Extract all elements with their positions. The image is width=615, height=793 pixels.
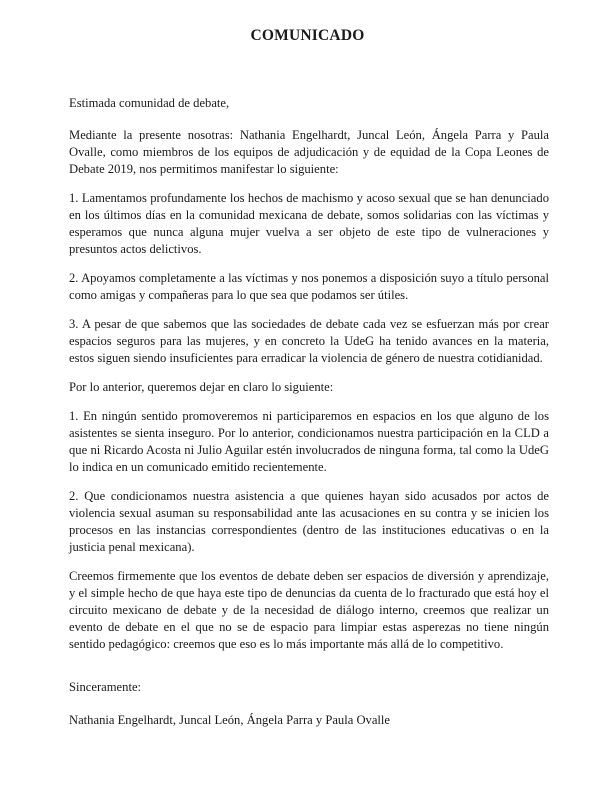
conclusion-paragraph: Creemos firmemente que los eventos de debate deben ser espacios de diversión y aprendizaje, y el simple hecho de que haya este tipo de denuncias da cuenta de lo fracturado que está hoy el circuito mexicano de debate y de la necesidad de diálogo interno, creemos que realizar un evento de debate en el que no se de espacio para limpiar estas asperezas no tiene ningún sentido pedagógico: creemos que eso es lo más importante más allá de lo competitivo. bbox=[69, 569, 549, 651]
signoff: Sinceramente: bbox=[69, 680, 142, 694]
point-1-paragraph: 1. Lamentamos profundamente los hechos de machismo y acoso sexual que se han denunciado en los últimos días en la comunidad mexicana de debate, somos solidarias con las víctimas y esperamos que nunca alguna mujer vuelva a ser objeto de este tipo de vulneraciones y presuntos actos delictivos. bbox=[69, 191, 549, 256]
document-title: COMUNICADO bbox=[250, 27, 365, 44]
signatories: Nathania Engelhardt, Juncal León, Ángela Parra y Paula Ovalle bbox=[69, 713, 391, 727]
point-2-paragraph: 2. Apoyamos completamente a las víctimas y nos ponemos a disposición suyo a título personal como amigas y compañeras para lo que sea que podamos ser útiles. bbox=[69, 271, 549, 302]
intro-paragraph: Mediante la presente nosotras: Nathania Engelhardt, Juncal León, Ángela Parra y Paula Ovalle, como miembros de los equipos de adjudicación y de equidad de la Copa Leones de Debate 2019, nos permitimos manifestar lo siguiente: bbox=[69, 128, 549, 176]
condition-1-paragraph: 1. En ningún sentido promoveremos ni participaremos en espacios en los que alguno de los asistentes se sienta inseguro. Por lo anterior, condicionamos nuestra participación en la CLD a que ni Ricardo Acosta ni Julio Aguilar estén involucrados de ninguna forma, tal como la UdeG lo indica en un comunicado emitido recientemente. bbox=[69, 409, 549, 474]
closing-block bbox=[69, 679, 549, 729]
point-3-paragraph: 3. A pesar de que sabemos que las sociedades de debate cada vez se esfuerzan más por crear espacios seguros para las mujeres, y en concreto la UdeG ha tenido avances en la materia, estos siguen siendo insuficientes para erradicar la violencia de género de nuestra cotidianidad. bbox=[69, 317, 549, 365]
condition-2-paragraph: 2. Que condicionamos nuestra asistencia a que quienes hayan sido acusados por actos de violencia sexual asuman su responsabilidad ante las acusaciones en su contra y se inicien los procesos en las instancias correspondientes (dentro de las instituciones educativas o en la justicia penal mexicana). bbox=[69, 489, 549, 554]
transition-paragraph: Por lo anterior, queremos dejar en claro lo siguiente: bbox=[69, 380, 334, 394]
document-body bbox=[69, 95, 549, 665]
salutation: Estimada comunidad de debate, bbox=[69, 96, 230, 110]
